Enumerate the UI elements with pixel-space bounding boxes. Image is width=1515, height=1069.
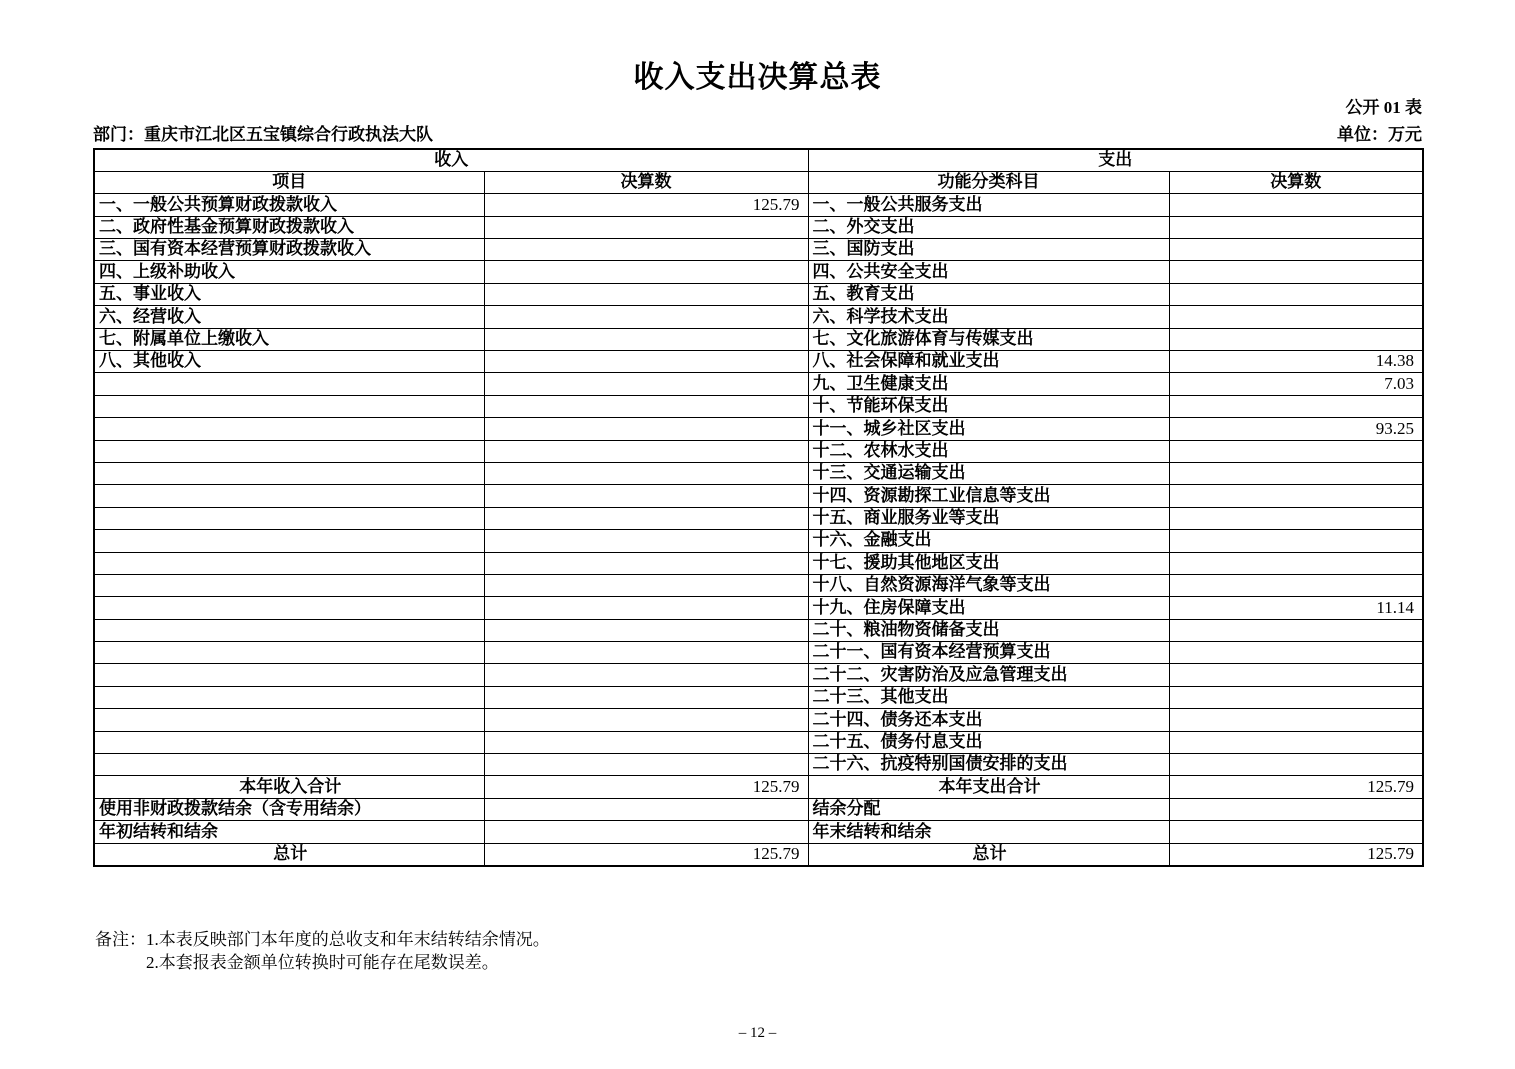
expense-item-cell: 结余分配: [808, 798, 1169, 820]
income-value-cell: [484, 821, 808, 843]
expense-item-cell: 十六、金融支出: [808, 530, 1169, 552]
expense-item-cell: 二十六、抗疫特别国债安排的支出: [808, 754, 1169, 776]
note-line-2: 2.本套报表金额单位转换时可能存在尾数误差。: [146, 953, 499, 972]
table-row: [94, 462, 1423, 484]
table-row: [94, 239, 1423, 261]
income-item-cell: [94, 642, 484, 664]
expense-item-cell: 总计: [808, 843, 1169, 865]
expense-item-cell: 五、教育支出: [808, 283, 1169, 305]
expense-value-cell: [1169, 552, 1423, 574]
table-row: [94, 485, 1423, 507]
expense-item-cell: 二十三、其他支出: [808, 686, 1169, 708]
notes-block: [95, 928, 550, 974]
income-value-cell: [484, 798, 808, 820]
income-item-cell: [94, 395, 484, 417]
income-value-cell: [484, 709, 808, 731]
income-value-cell: [484, 306, 808, 328]
expense-value-cell: [1169, 798, 1423, 820]
department-label: 部门：重庆市江北区五宝镇综合行政执法大队: [93, 125, 433, 144]
income-item-cell: [94, 552, 484, 574]
expense-item-cell: 二、外交支出: [808, 216, 1169, 238]
income-item-cell: 六、经营收入: [94, 306, 484, 328]
income-value-cell: [484, 351, 808, 373]
expense-value-cell: [1169, 328, 1423, 350]
expense-value-cell: [1169, 754, 1423, 776]
income-item-cell: 年初结转和结余: [94, 821, 484, 843]
expense-value-cell: [1169, 462, 1423, 484]
column-header-row: [94, 171, 1423, 193]
income-value-cell: [484, 328, 808, 350]
income-item-cell: 一、一般公共预算财政拨款收入: [94, 194, 484, 216]
income-value-cell: [484, 283, 808, 305]
income-item-cell: [94, 440, 484, 462]
meta-row: [93, 120, 1422, 145]
expense-item-cell: 十七、援助其他地区支出: [808, 552, 1169, 574]
expense-value-cell: [1169, 306, 1423, 328]
expense-value-cell: [1169, 239, 1423, 261]
table-body: [94, 194, 1423, 866]
income-item-cell: [94, 418, 484, 440]
table-row: [94, 731, 1423, 753]
income-item-cell: 使用非财政拨款结余（含专用结余）: [94, 798, 484, 820]
expense-value-cell: 14.38: [1169, 351, 1423, 373]
expense-item-cell: 二十四、债务还本支出: [808, 709, 1169, 731]
income-value-cell: [484, 216, 808, 238]
table-row: [94, 798, 1423, 820]
income-item-column-header: 项目: [94, 171, 484, 193]
table-row: [94, 552, 1423, 574]
income-value-cell: 125.79: [484, 776, 808, 798]
expense-item-cell: 九、卫生健康支出: [808, 373, 1169, 395]
expense-item-cell: 年末结转和结余: [808, 821, 1169, 843]
income-item-cell: 四、上级补助收入: [94, 261, 484, 283]
expense-item-cell: 十八、自然资源海洋气象等支出: [808, 574, 1169, 596]
table-row: [94, 351, 1423, 373]
expense-value-column-header: 决算数: [1169, 171, 1423, 193]
table-row: [94, 328, 1423, 350]
table-number: 公开 01 表: [1345, 98, 1422, 117]
expense-item-cell: 二十二、灾害防治及应急管理支出: [808, 664, 1169, 686]
income-item-cell: [94, 507, 484, 529]
table-row: [94, 843, 1423, 865]
income-value-cell: [484, 597, 808, 619]
table-row: [94, 194, 1423, 216]
expense-item-cell: 十四、资源勘探工业信息等支出: [808, 485, 1169, 507]
income-item-cell: [94, 619, 484, 641]
expense-item-cell: 二十、粮油物资储备支出: [808, 619, 1169, 641]
section-header-row: [94, 149, 1423, 171]
expense-value-cell: [1169, 821, 1423, 843]
expense-value-cell: [1169, 261, 1423, 283]
income-value-cell: [484, 664, 808, 686]
table-row: [94, 395, 1423, 417]
income-value-cell: [484, 395, 808, 417]
table-row: [94, 709, 1423, 731]
income-item-cell: 二、政府性基金预算财政拨款收入: [94, 216, 484, 238]
expense-value-cell: [1169, 686, 1423, 708]
expense-value-cell: 125.79: [1169, 776, 1423, 798]
income-value-cell: [484, 440, 808, 462]
note-line-1: 备注：1.本表反映部门本年度的总收支和年末结转结余情况。: [95, 930, 550, 949]
expense-item-cell: 十三、交通运输支出: [808, 462, 1169, 484]
income-value-cell: 125.79: [484, 843, 808, 865]
income-item-cell: 七、附属单位上缴收入: [94, 328, 484, 350]
income-item-cell: 本年收入合计: [94, 776, 484, 798]
income-item-cell: [94, 574, 484, 596]
final-accounts-table: [93, 148, 1424, 867]
table-row: [94, 306, 1423, 328]
table-row: [94, 821, 1423, 843]
expense-item-cell: 十、节能环保支出: [808, 395, 1169, 417]
expense-value-cell: [1169, 395, 1423, 417]
income-item-cell: 五、事业收入: [94, 283, 484, 305]
table-row: [94, 373, 1423, 395]
expense-item-cell: 本年支出合计: [808, 776, 1169, 798]
expense-value-cell: 93.25: [1169, 418, 1423, 440]
unit-label: 单位：万元: [1337, 125, 1422, 144]
expense-value-cell: 125.79: [1169, 843, 1423, 865]
table-row: [94, 664, 1423, 686]
expense-value-cell: [1169, 530, 1423, 552]
income-value-cell: [484, 619, 808, 641]
expense-item-cell: 一、一般公共服务支出: [808, 194, 1169, 216]
expense-value-cell: [1169, 283, 1423, 305]
income-value-cell: [484, 373, 808, 395]
table-row: [94, 574, 1423, 596]
table-row: [94, 754, 1423, 776]
expense-item-cell: 八、社会保障和就业支出: [808, 351, 1169, 373]
expense-value-cell: [1169, 194, 1423, 216]
expense-item-cell: 七、文化旅游体育与传媒支出: [808, 328, 1169, 350]
expense-item-cell: 三、国防支出: [808, 239, 1169, 261]
income-item-cell: [94, 530, 484, 552]
income-value-cell: [484, 574, 808, 596]
income-value-cell: [484, 418, 808, 440]
income-value-cell: [484, 642, 808, 664]
expense-value-cell: 11.14: [1169, 597, 1423, 619]
expense-item-cell: 六、科学技术支出: [808, 306, 1169, 328]
expense-value-cell: [1169, 619, 1423, 641]
income-value-column-header: 决算数: [484, 171, 808, 193]
table-row: [94, 686, 1423, 708]
income-value-cell: [484, 462, 808, 484]
expense-value-cell: [1169, 216, 1423, 238]
table-row: [94, 261, 1423, 283]
expense-value-cell: [1169, 731, 1423, 753]
table-row: [94, 283, 1423, 305]
income-value-cell: [484, 507, 808, 529]
expense-value-cell: [1169, 507, 1423, 529]
expense-value-cell: 7.03: [1169, 373, 1423, 395]
income-item-cell: 八、其他收入: [94, 351, 484, 373]
income-value-cell: 125.79: [484, 194, 808, 216]
expense-value-cell: [1169, 485, 1423, 507]
table-row: [94, 530, 1423, 552]
income-item-cell: [94, 597, 484, 619]
income-item-cell: [94, 731, 484, 753]
income-item-cell: [94, 485, 484, 507]
income-value-cell: [484, 754, 808, 776]
income-value-cell: [484, 530, 808, 552]
income-value-cell: [484, 485, 808, 507]
income-value-cell: [484, 552, 808, 574]
table-row: [94, 216, 1423, 238]
income-item-cell: 三、国有资本经营预算财政拨款收入: [94, 239, 484, 261]
expense-value-cell: [1169, 440, 1423, 462]
income-value-cell: [484, 686, 808, 708]
income-item-cell: 总计: [94, 843, 484, 865]
expense-value-cell: [1169, 642, 1423, 664]
page-number: – 12 –: [738, 1025, 777, 1041]
page-title: 收入支出决算总表: [633, 61, 882, 94]
income-item-cell: [94, 462, 484, 484]
expense-section-header: 支出: [808, 149, 1423, 171]
income-value-cell: [484, 731, 808, 753]
expense-item-cell: 十九、住房保障支出: [808, 597, 1169, 619]
expense-item-cell: 十五、商业服务业等支出: [808, 507, 1169, 529]
table-row: [94, 440, 1423, 462]
income-value-cell: [484, 239, 808, 261]
expense-value-cell: [1169, 709, 1423, 731]
expense-item-cell: 二十一、国有资本经营预算支出: [808, 642, 1169, 664]
expense-value-cell: [1169, 574, 1423, 596]
income-item-cell: [94, 709, 484, 731]
table-row: [94, 597, 1423, 619]
expense-item-cell: 四、公共安全支出: [808, 261, 1169, 283]
expense-item-column-header: 功能分类科目: [808, 171, 1169, 193]
income-item-cell: [94, 664, 484, 686]
income-item-cell: [94, 373, 484, 395]
income-item-cell: [94, 754, 484, 776]
table-row: [94, 507, 1423, 529]
expense-value-cell: [1169, 664, 1423, 686]
income-value-cell: [484, 261, 808, 283]
income-section-header: 收入: [94, 149, 808, 171]
expense-item-cell: 二十五、债务付息支出: [808, 731, 1169, 753]
income-item-cell: [94, 686, 484, 708]
table-row: [94, 642, 1423, 664]
table-row: [94, 418, 1423, 440]
table-row: [94, 776, 1423, 798]
expense-item-cell: 十二、农林水支出: [808, 440, 1169, 462]
table-row: [94, 619, 1423, 641]
expense-item-cell: 十一、城乡社区支出: [808, 418, 1169, 440]
